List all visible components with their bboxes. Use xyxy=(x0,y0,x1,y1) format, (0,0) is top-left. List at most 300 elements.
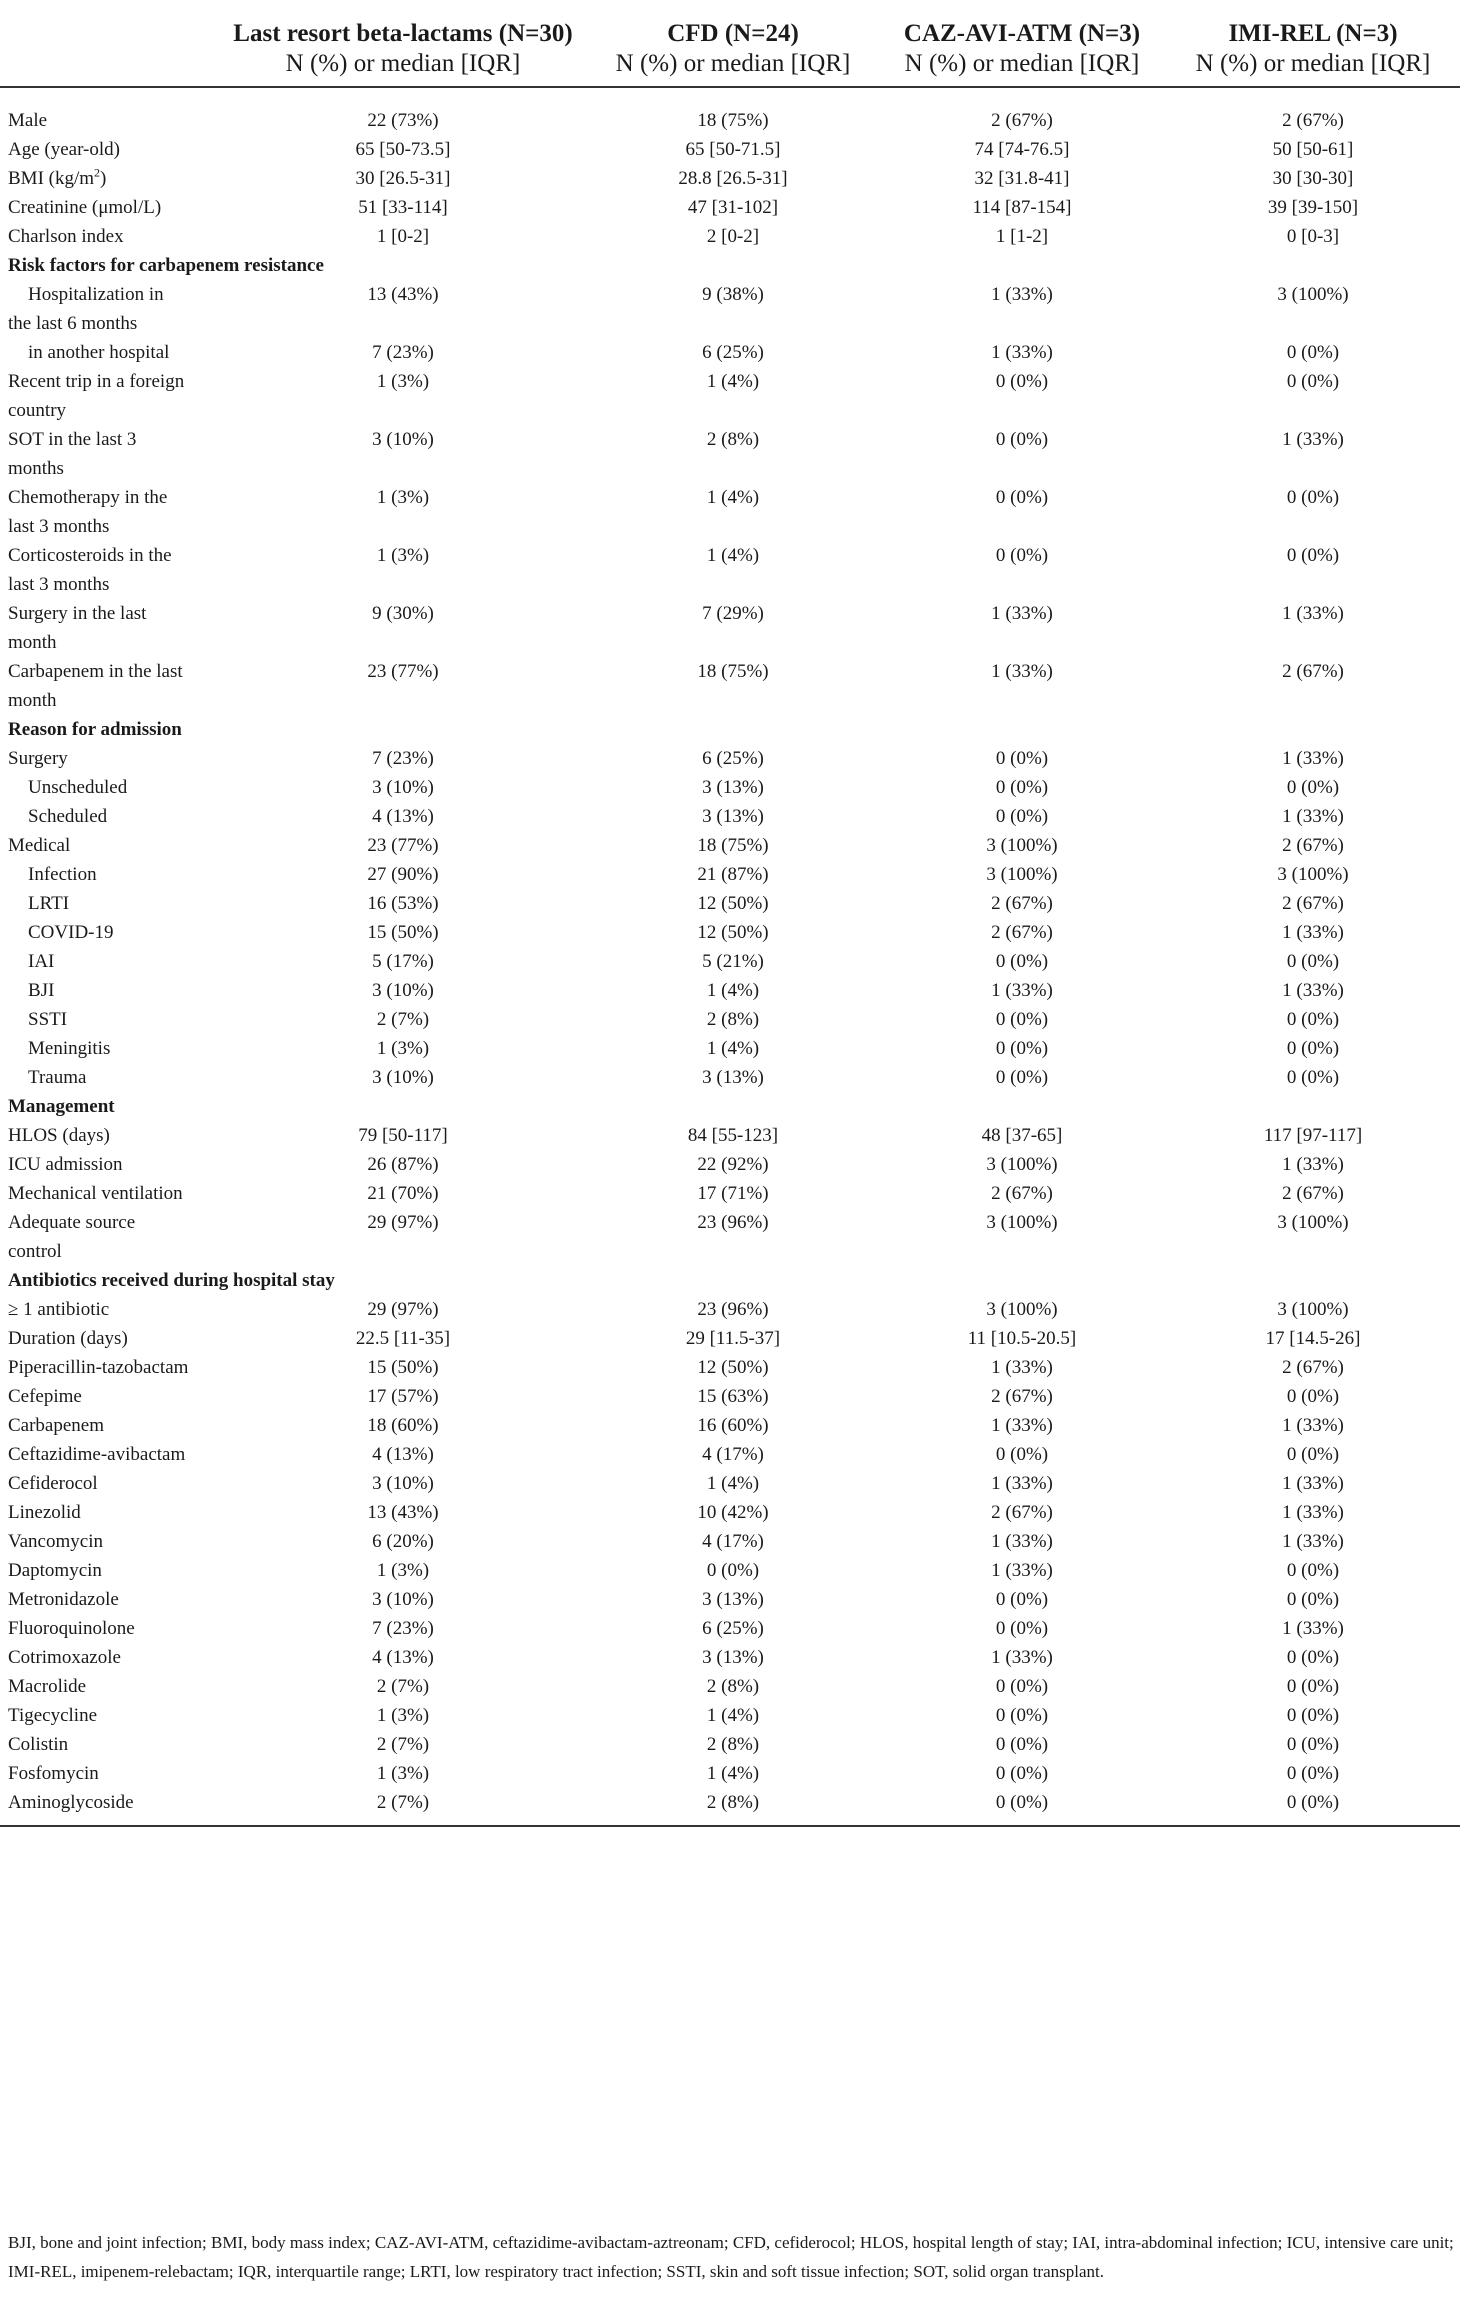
cell-cfd: 9 (38%) xyxy=(702,284,764,305)
row-label xyxy=(0,860,218,889)
table-row xyxy=(0,1556,1460,1585)
table-row xyxy=(0,222,1460,251)
cell-last-resort: 7 (23%) xyxy=(372,1618,434,1639)
cell-cfd: 28.8 [26.5-31] xyxy=(678,168,788,189)
cell-cfd: 15 (63%) xyxy=(697,1386,769,1407)
row-label xyxy=(0,1643,218,1672)
cell-cfd: 47 [31-102] xyxy=(687,197,779,218)
header-imi-rel-title: IMI-REL (N=3) xyxy=(1228,20,1398,47)
cell-caz-avi-atm: 1 (33%) xyxy=(991,661,1053,682)
row-label-text: BMI (kg/m xyxy=(8,168,95,189)
cell-last-resort: 2 (7%) xyxy=(218,1788,588,1826)
cell-last-resort: 1 (3%) xyxy=(376,1560,430,1581)
row-label xyxy=(0,1469,218,1498)
row-label-line: Meningitis xyxy=(28,1038,111,1059)
cell-cfd: 18 (75%) xyxy=(697,110,769,131)
row-label-line: country xyxy=(8,400,67,421)
table-row xyxy=(0,599,1460,657)
cell-cfd: 2 (8%) xyxy=(706,1676,760,1697)
cell-imi-rel: 0 (0%) xyxy=(1286,545,1340,566)
row-label xyxy=(0,1150,218,1179)
row-label-line: Male xyxy=(8,110,48,131)
cell-last-resort: 22 (73%) xyxy=(367,110,439,131)
row-label-line: Mechanical ventilation xyxy=(8,1183,183,1204)
cell-caz-avi-atm: 1 (33%) xyxy=(991,1473,1053,1494)
cell-imi-rel: 1 (33%) xyxy=(1282,806,1344,827)
section-title: Management xyxy=(8,1096,115,1117)
cell-last-resort: 18 (60%) xyxy=(367,1415,439,1436)
cell-cfd: 1 (4%) xyxy=(706,1763,760,1784)
cell-caz-avi-atm: 1 (33%) xyxy=(991,1531,1053,1552)
row-label-line: month xyxy=(8,690,57,711)
section-title: Risk factors for carbapenem resistance xyxy=(8,255,324,276)
row-label xyxy=(0,1730,218,1759)
cell-cfd: 0 (0%) xyxy=(706,1560,760,1581)
table-row xyxy=(0,1440,1460,1469)
table-row xyxy=(0,1411,1460,1440)
table-row xyxy=(0,918,1460,947)
cell-imi-rel: 0 (0%) xyxy=(1286,342,1340,363)
cell-last-resort: 1 (3%) xyxy=(376,1763,430,1784)
cell-imi-rel: 0 (0%) xyxy=(1166,1788,1460,1826)
cell-imi-rel: 17 [14.5-26] xyxy=(1265,1328,1361,1349)
cell-cfd: 84 [55-123] xyxy=(687,1125,779,1146)
table-row xyxy=(0,1179,1460,1208)
cell-last-resort: 6 (20%) xyxy=(372,1531,434,1552)
cell-imi-rel: 0 (0%) xyxy=(1286,1647,1340,1668)
cell-cfd: 1 (4%) xyxy=(706,980,760,1001)
row-label-line: SOT in the last 3 xyxy=(8,429,137,450)
cell-cfd: 21 (87%) xyxy=(697,864,769,885)
cell-cfd: 2 (8%) xyxy=(706,429,760,450)
row-label-line: Unscheduled xyxy=(28,777,128,798)
cell-cfd: 12 (50%) xyxy=(697,922,769,943)
table-row xyxy=(0,106,1460,135)
row-label xyxy=(0,1788,218,1826)
header-imi-rel-sub: N (%) or median [IQR] xyxy=(1195,50,1431,77)
cell-caz-avi-atm: 0 (0%) xyxy=(995,1589,1049,1610)
cell-imi-rel: 30 [30-30] xyxy=(1272,168,1354,189)
row-label-line: Age (year-old) xyxy=(8,139,120,160)
cell-cfd: 6 (25%) xyxy=(702,1618,764,1639)
table-row xyxy=(0,367,1460,425)
row-label-line: months xyxy=(8,458,64,479)
row-label xyxy=(0,1701,218,1730)
table-row xyxy=(0,1672,1460,1701)
cell-caz-avi-atm: 0 (0%) xyxy=(995,777,1049,798)
row-label-line: the last 6 months xyxy=(8,313,138,334)
row-label-line: SSTI xyxy=(28,1009,68,1030)
row-label xyxy=(0,889,218,918)
cell-last-resort: 4 (13%) xyxy=(372,1647,434,1668)
row-label xyxy=(0,1324,218,1353)
cell-caz-avi-atm: 2 (67%) xyxy=(991,922,1053,943)
row-label-line: Ceftazidime-avibactam xyxy=(8,1444,186,1465)
cell-caz-avi-atm: 3 (100%) xyxy=(986,835,1058,856)
cell-caz-avi-atm: 0 (0%) xyxy=(995,1038,1049,1059)
cell-imi-rel: 3 (100%) xyxy=(1277,284,1349,305)
cell-imi-rel: 1 (33%) xyxy=(1282,603,1344,624)
row-label-line: HLOS (days) xyxy=(8,1125,110,1146)
cell-imi-rel: 117 [97-117] xyxy=(1263,1125,1363,1146)
cell-imi-rel: 2 (67%) xyxy=(1282,110,1344,131)
row-label xyxy=(0,657,218,715)
cell-imi-rel: 2 (67%) xyxy=(1282,893,1344,914)
cell-imi-rel: 3 (100%) xyxy=(1277,1299,1349,1320)
cell-cfd: 5 (21%) xyxy=(702,951,764,972)
row-label-superscript: 2 xyxy=(94,165,101,180)
table-row xyxy=(0,1208,1460,1266)
row-label-line: IAI xyxy=(28,951,55,972)
row-label xyxy=(0,1208,218,1266)
cell-last-resort: 13 (43%) xyxy=(367,1502,439,1523)
cell-caz-avi-atm: 1 (33%) xyxy=(991,342,1053,363)
cell-caz-avi-atm: 11 [10.5-20.5] xyxy=(967,1328,1077,1349)
row-label-line: Surgery in the last xyxy=(8,603,147,624)
cell-last-resort: 27 (90%) xyxy=(367,864,439,885)
row-label xyxy=(0,338,218,367)
cell-imi-rel: 0 [0-3] xyxy=(1286,226,1340,247)
row-label xyxy=(0,831,218,860)
cell-imi-rel: 39 [39-150] xyxy=(1267,197,1359,218)
row-label-line: Colistin xyxy=(8,1734,69,1755)
cell-last-resort: 26 (87%) xyxy=(367,1154,439,1175)
cell-imi-rel: 2 (67%) xyxy=(1282,1357,1344,1378)
cell-last-resort: 15 (50%) xyxy=(367,1357,439,1378)
cell-caz-avi-atm: 0 (0%) xyxy=(995,1763,1049,1784)
header-caz-avi-atm-sub: N (%) or median [IQR] xyxy=(904,50,1140,77)
table-row xyxy=(0,1005,1460,1034)
row-label xyxy=(0,1005,218,1034)
cell-last-resort: 3 (10%) xyxy=(372,1473,434,1494)
row-label-line: Carbapenem in the last xyxy=(8,661,183,682)
row-label xyxy=(0,483,218,541)
cell-imi-rel: 1 (33%) xyxy=(1282,1531,1344,1552)
row-label-line: Surgery xyxy=(8,748,68,769)
cell-imi-rel: 0 (0%) xyxy=(1286,1038,1340,1059)
cell-cfd: 3 (13%) xyxy=(702,777,764,798)
cell-last-resort: 1 (3%) xyxy=(376,371,430,392)
cell-caz-avi-atm: 3 (100%) xyxy=(986,864,1058,885)
row-label xyxy=(0,1353,218,1382)
row-label xyxy=(0,976,218,1005)
cell-cfd: 4 (17%) xyxy=(702,1444,764,1465)
row-label-line: Cefepime xyxy=(8,1386,82,1407)
cell-caz-avi-atm: 1 (33%) xyxy=(991,980,1053,1001)
cell-caz-avi-atm: 114 [87-154] xyxy=(972,197,1072,218)
row-label-line: Infection xyxy=(28,864,97,885)
cell-imi-rel: 0 (0%) xyxy=(1286,1589,1340,1610)
cell-last-resort: 1 (3%) xyxy=(376,1705,430,1726)
cell-caz-avi-atm: 0 (0%) xyxy=(995,1009,1049,1030)
cell-last-resort: 23 (77%) xyxy=(367,835,439,856)
header-last-resort-sub: N (%) or median [IQR] xyxy=(285,50,521,77)
table-header xyxy=(0,0,1460,87)
cell-cfd: 18 (75%) xyxy=(697,835,769,856)
table-row xyxy=(0,425,1460,483)
cell-cfd: 10 (42%) xyxy=(697,1502,769,1523)
table-row xyxy=(0,193,1460,222)
row-label-line: Metronidazole xyxy=(8,1589,119,1610)
table-row xyxy=(0,1759,1460,1788)
section-header-row xyxy=(0,1266,1460,1295)
cell-caz-avi-atm: 32 [31.8-41] xyxy=(974,168,1070,189)
cell-last-resort: 2 (7%) xyxy=(376,1676,430,1697)
table-row xyxy=(0,947,1460,976)
table-row xyxy=(0,976,1460,1005)
row-label-line: last 3 months xyxy=(8,516,110,537)
row-label-line: BJI xyxy=(28,980,55,1001)
cell-last-resort: 1 (3%) xyxy=(376,545,430,566)
cell-last-resort: 5 (17%) xyxy=(372,951,434,972)
table-row xyxy=(0,1469,1460,1498)
cell-last-resort: 2 (7%) xyxy=(376,1734,430,1755)
header-last-resort-title: Last resort beta-lactams (N=30) xyxy=(233,20,573,47)
row-label xyxy=(0,135,218,164)
table-row xyxy=(0,541,1460,599)
row-label xyxy=(0,193,218,222)
cell-caz-avi-atm: 74 [74-76.5] xyxy=(974,139,1070,160)
row-label-line: Piperacillin-tazobactam xyxy=(8,1357,189,1378)
cell-last-resort: 65 [50-73.5] xyxy=(355,139,451,160)
row-label xyxy=(0,744,218,773)
cell-imi-rel: 0 (0%) xyxy=(1286,1705,1340,1726)
section-header-row xyxy=(0,1092,1460,1121)
cell-imi-rel: 1 (33%) xyxy=(1282,429,1344,450)
cell-caz-avi-atm: 0 (0%) xyxy=(995,371,1049,392)
table-body xyxy=(0,87,1460,1826)
table-row xyxy=(0,1643,1460,1672)
cell-cfd: 3 (13%) xyxy=(702,806,764,827)
cell-last-resort: 3 (10%) xyxy=(372,777,434,798)
section-header-row xyxy=(0,715,1460,744)
row-label xyxy=(0,1179,218,1208)
table-row xyxy=(0,1353,1460,1382)
cell-last-resort: 29 (97%) xyxy=(367,1212,439,1233)
cell-imi-rel: 0 (0%) xyxy=(1286,777,1340,798)
table-row xyxy=(0,1788,1460,1826)
cell-caz-avi-atm: 0 (0%) xyxy=(995,1676,1049,1697)
cell-caz-avi-atm: 1 (33%) xyxy=(991,284,1053,305)
row-label-line: Aminoglycoside xyxy=(8,1792,134,1813)
header-caz-avi-atm xyxy=(878,0,1166,87)
table-row xyxy=(0,483,1460,541)
cell-cfd: 17 (71%) xyxy=(697,1183,769,1204)
row-label-line: ≥ 1 antibiotic xyxy=(8,1299,110,1320)
header-last-resort xyxy=(218,0,588,87)
table-row xyxy=(0,1121,1460,1150)
cell-imi-rel: 2 (67%) xyxy=(1282,1183,1344,1204)
cell-last-resort: 3 (10%) xyxy=(372,429,434,450)
cell-caz-avi-atm: 0 (0%) xyxy=(995,1067,1049,1088)
header-spacer xyxy=(0,87,1460,106)
row-label-line: Medical xyxy=(8,835,71,856)
cell-last-resort: 23 (77%) xyxy=(367,661,439,682)
cell-caz-avi-atm: 0 (0%) xyxy=(878,1788,1166,1826)
row-label xyxy=(0,541,218,599)
section-title: Antibiotics received during hospital stay xyxy=(8,1270,335,1291)
cell-imi-rel: 50 [50-61] xyxy=(1272,139,1354,160)
cell-caz-avi-atm: 3 (100%) xyxy=(986,1299,1058,1320)
row-label-text: ) xyxy=(100,168,107,189)
table-row xyxy=(0,1324,1460,1353)
cell-last-resort: 4 (13%) xyxy=(372,806,434,827)
cell-cfd: 12 (50%) xyxy=(697,893,769,914)
row-label-line: Duration (days) xyxy=(8,1328,128,1349)
row-label xyxy=(0,280,218,338)
table-row xyxy=(0,1701,1460,1730)
cell-cfd: 2 (8%) xyxy=(588,1788,878,1826)
row-label xyxy=(0,106,218,135)
cell-caz-avi-atm: 1 [1-2] xyxy=(995,226,1049,247)
row-label xyxy=(0,947,218,976)
row-label-line: Fluoroquinolone xyxy=(8,1618,135,1639)
cell-caz-avi-atm: 2 (67%) xyxy=(991,893,1053,914)
cell-imi-rel: 1 (33%) xyxy=(1282,1154,1344,1175)
cell-caz-avi-atm: 0 (0%) xyxy=(995,951,1049,972)
cell-imi-rel: 2 (67%) xyxy=(1282,661,1344,682)
cell-cfd: 6 (25%) xyxy=(702,342,764,363)
row-label xyxy=(0,1382,218,1411)
cell-cfd: 16 (60%) xyxy=(697,1415,769,1436)
row-label-line: Hospitalization in xyxy=(28,284,164,305)
cell-imi-rel: 0 (0%) xyxy=(1286,1676,1340,1697)
cell-caz-avi-atm: 48 [37-65] xyxy=(981,1125,1063,1146)
row-label-line: Carbapenem xyxy=(8,1415,105,1436)
cell-cfd: 1 (4%) xyxy=(706,487,760,508)
cell-last-resort: 1 (3%) xyxy=(376,1038,430,1059)
row-label-line: last 3 months xyxy=(8,574,110,595)
row-label xyxy=(0,425,218,483)
cell-caz-avi-atm: 1 (33%) xyxy=(991,1357,1053,1378)
row-label-line: Scheduled xyxy=(28,806,108,827)
cell-last-resort: 17 (57%) xyxy=(367,1386,439,1407)
header-cfd xyxy=(588,0,878,87)
cell-imi-rel: 0 (0%) xyxy=(1286,1009,1340,1030)
row-label xyxy=(0,1034,218,1063)
table-row xyxy=(0,831,1460,860)
cell-last-resort: 7 (23%) xyxy=(372,342,434,363)
cell-cfd: 3 (13%) xyxy=(702,1647,764,1668)
table-row xyxy=(0,860,1460,889)
row-label-line: Daptomycin xyxy=(8,1560,102,1581)
row-label xyxy=(0,164,218,193)
cell-cfd: 6 (25%) xyxy=(702,748,764,769)
row-label xyxy=(0,1556,218,1585)
cell-last-resort: 3 (10%) xyxy=(372,1589,434,1610)
row-label xyxy=(0,1759,218,1788)
cell-caz-avi-atm: 0 (0%) xyxy=(995,806,1049,827)
table-row xyxy=(0,1614,1460,1643)
table-row xyxy=(0,1034,1460,1063)
cell-imi-rel: 3 (100%) xyxy=(1277,1212,1349,1233)
cell-caz-avi-atm: 0 (0%) xyxy=(995,748,1049,769)
cell-imi-rel: 1 (33%) xyxy=(1282,1415,1344,1436)
cell-last-resort: 29 (97%) xyxy=(367,1299,439,1320)
cell-last-resort: 15 (50%) xyxy=(367,922,439,943)
row-label xyxy=(0,1585,218,1614)
cell-cfd: 29 [11.5-37] xyxy=(685,1328,781,1349)
cell-imi-rel: 0 (0%) xyxy=(1286,1444,1340,1465)
cell-imi-rel: 0 (0%) xyxy=(1286,951,1340,972)
row-label-line: in another hospital xyxy=(28,342,170,363)
cell-caz-avi-atm: 3 (100%) xyxy=(986,1154,1058,1175)
row-label-line: ICU admission xyxy=(8,1154,123,1175)
cell-last-resort: 51 [33-114] xyxy=(358,197,448,218)
row-label-line: COVID-19 xyxy=(28,922,114,943)
row-label xyxy=(0,773,218,802)
row-label xyxy=(0,1440,218,1469)
cell-cfd: 2 [0-2] xyxy=(706,226,760,247)
cell-last-resort: 3 (10%) xyxy=(372,980,434,1001)
table-row xyxy=(0,280,1460,338)
cell-caz-avi-atm: 0 (0%) xyxy=(995,1618,1049,1639)
cell-caz-avi-atm: 2 (67%) xyxy=(991,110,1053,131)
cell-cfd: 65 [50-71.5] xyxy=(685,139,781,160)
cell-cfd: 3 (13%) xyxy=(702,1067,764,1088)
table-row xyxy=(0,889,1460,918)
cell-imi-rel: 1 (33%) xyxy=(1282,748,1344,769)
table-row xyxy=(0,164,1460,193)
row-label-line: Chemotherapy in the xyxy=(8,487,168,508)
row-label xyxy=(0,1121,218,1150)
cell-cfd: 1 (4%) xyxy=(706,545,760,566)
cell-cfd: 23 (96%) xyxy=(697,1299,769,1320)
cell-imi-rel: 0 (0%) xyxy=(1286,1763,1340,1784)
row-label-line: control xyxy=(8,1241,62,1262)
row-label xyxy=(0,1063,218,1092)
cell-last-resort: 16 (53%) xyxy=(367,893,439,914)
section-title: Reason for admission xyxy=(8,719,182,740)
cell-cfd: 23 (96%) xyxy=(697,1212,769,1233)
cell-cfd: 7 (29%) xyxy=(702,603,764,624)
row-label xyxy=(0,802,218,831)
section-header-row xyxy=(0,251,1460,280)
cell-imi-rel: 2 (67%) xyxy=(1282,835,1344,856)
table-footnote: BJI, bone and joint infection; BMI, body mass index; CAZ-AVI-ATM, ceftazidime-avibactam-aztreonam; CFD, cefiderocol; HLOS, hospital length of stay; IAI, intra-abdominal infection; ICU, intensive care unit; IMI-REL, imipenem-relebactam; IQR, interquartile range; LRTI, low respiratory tract infection; SSTI, skin and soft tissue infection; SOT, solid organ transplant. xyxy=(8,2233,1454,2281)
table-row xyxy=(0,1382,1460,1411)
row-label-line: Trauma xyxy=(28,1067,87,1088)
row-label xyxy=(0,367,218,425)
cell-caz-avi-atm: 0 (0%) xyxy=(995,1705,1049,1726)
table-row xyxy=(0,1063,1460,1092)
cell-imi-rel: 0 (0%) xyxy=(1286,1067,1340,1088)
row-label-line: LRTI xyxy=(28,893,70,914)
cell-caz-avi-atm: 1 (33%) xyxy=(991,1647,1053,1668)
cell-caz-avi-atm: 0 (0%) xyxy=(995,487,1049,508)
header-cfd-sub: N (%) or median [IQR] xyxy=(615,50,851,77)
cell-caz-avi-atm: 2 (67%) xyxy=(991,1502,1053,1523)
cell-cfd: 1 (4%) xyxy=(706,1705,760,1726)
cell-imi-rel: 1 (33%) xyxy=(1282,1473,1344,1494)
cell-imi-rel: 1 (33%) xyxy=(1282,922,1344,943)
table-row xyxy=(0,802,1460,831)
cell-caz-avi-atm: 2 (67%) xyxy=(991,1386,1053,1407)
header-imi-rel xyxy=(1166,0,1460,87)
row-label-line: Charlson index xyxy=(8,226,124,247)
table-row xyxy=(0,1527,1460,1556)
cell-caz-avi-atm: 0 (0%) xyxy=(995,1444,1049,1465)
table-row xyxy=(0,1585,1460,1614)
row-label xyxy=(0,222,218,251)
row-label-line: Cotrimoxazole xyxy=(8,1647,121,1668)
cell-caz-avi-atm: 2 (67%) xyxy=(991,1183,1053,1204)
cell-cfd: 2 (8%) xyxy=(706,1734,760,1755)
cell-imi-rel: 0 (0%) xyxy=(1286,371,1340,392)
table-row xyxy=(0,744,1460,773)
row-label-line: Creatinine (μmol/L) xyxy=(8,197,162,218)
cell-caz-avi-atm: 0 (0%) xyxy=(995,1734,1049,1755)
